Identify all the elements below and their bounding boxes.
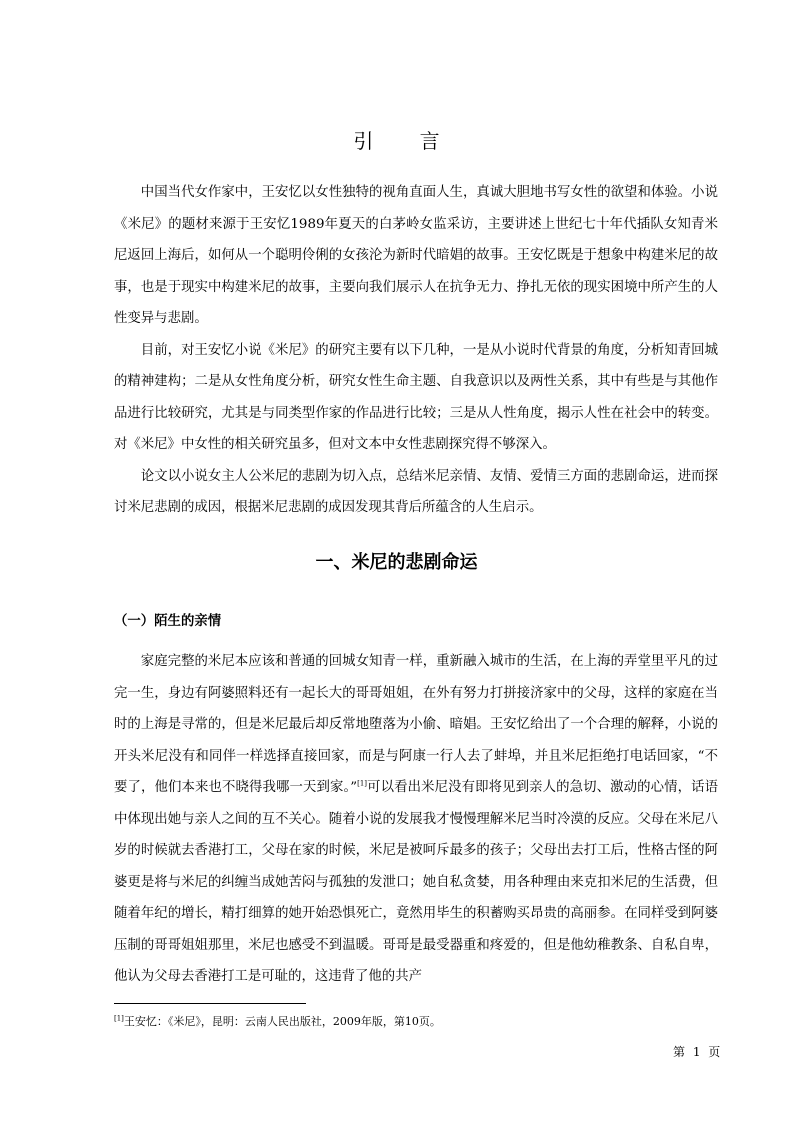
paragraph-text-after-ref: 可以看出米尼没有即将见到亲人的急切、激动的心情，话语中体现出她与亲人之间的互不关心。随着小说的发展我才慢慢理解米尼当时冷漠的反应。父母在米尼八岁的时候就去香港打工，父母在家的时候，米尼是被呵斥最多的孩子；父母出去打工后，性格古怪的阿婆更是将与米尼的纠缠当成她苦闷与孤独的发泄口；她自私贪婪，用各种理由来克扣米尼的生活费，但随着年纪的增长，精打细算的她开始恐惧死亡，竟然用毕生的积蓄购买昂贵的高丽参。在同样受到阿婆压制的哥哥姐姐那里，米尼也感受不到温暖。哥哥是最受器重和疼爱的，但是他幼稚教条、自私自卑，他认为父母去香港打工是可耻的，这违背了他的共产: [114, 780, 718, 984]
page-number: 第 1 页: [673, 1045, 723, 1059]
intro-paragraph-1: 中国当代女作家中，王安忆以女性独特的视角直面人生，真诚大胆地书写女性的欲望和体验。小说《米尼》的题材来源于王安忆1989年夏天的白茅岭女监采访，主要讲述上世纪七十年代插队女知青米尼返回上海后，如何从一个聪明伶俐的女孩沦为新时代暗娼的故事。王安忆既是于想象中构建米尼的故事，也是于现实中构建米尼的故事，主要向我们展示人在抗争无力、挣扎无依的现实困境中所产生的人性变异与悲剧。: [114, 185, 718, 326]
intro-paragraph-2: 目前，对王安忆小说《米尼》的研究主要有以下几种，一是从小说时代背景的角度，分析知青回城的精神建构；二是从女性角度分析，研究女性生命主题、自我意识以及两性关系，其中有些是与其他作品进行比较研究，尤其是与同类型作家的作品进行比较；三是从人性角度，揭示人性在社会中的转变。对《米尼》中女性的相关研究虽多，但对文本中女性悲剧探究得不够深入。: [114, 342, 718, 452]
paragraph-text-before-ref: 家庭完整的米尼本应该和普通的回城女知青一样，重新融入城市的生活，在上海的弄堂里平凡的过完一生，身边有阿婆照料还有一起长大的哥哥姐姐，在外有努力打拼接济家中的父母，这样的家庭在当时的上海是寻常的，但是米尼最后却反常地堕落为小偷、暗娼。王安忆给出了一个合理的解释，小说的开头米尼没有和同伴一样选择直接回家，而是与阿康一行人去了蚌埠，并且米尼拒绝打电话回家，“不要了，他们本来也不晓得我哪一天到家。”: [114, 654, 718, 795]
intro-body: [114, 177, 718, 524]
section-title: 一、米尼的悲剧命运: [315, 552, 478, 573]
footnote-reference-mark[interactable]: [1]: [357, 779, 368, 788]
section-body: [114, 646, 718, 993]
section-paragraph: [114, 646, 718, 993]
footnote-text: 王安忆：《米尼》，昆明：云南人民出版社，2009年版，第10页。: [123, 1015, 441, 1028]
footnote: [114, 1013, 441, 1029]
footnote-divider: [114, 1003, 306, 1004]
footnote-mark: [1]: [114, 1014, 124, 1023]
subsection-title: （一）陌生的亲情: [114, 614, 222, 629]
page-title: 引 言: [353, 129, 460, 153]
intro-paragraph-3: 论文以小说女主人公米尼的悲剧为切入点，总结米尼亲情、友情、爱情三方面的悲剧命运，进而探讨米尼悲剧的成因，根据米尼悲剧的成因发现其背后所蕴含的人生启示。: [114, 468, 718, 515]
